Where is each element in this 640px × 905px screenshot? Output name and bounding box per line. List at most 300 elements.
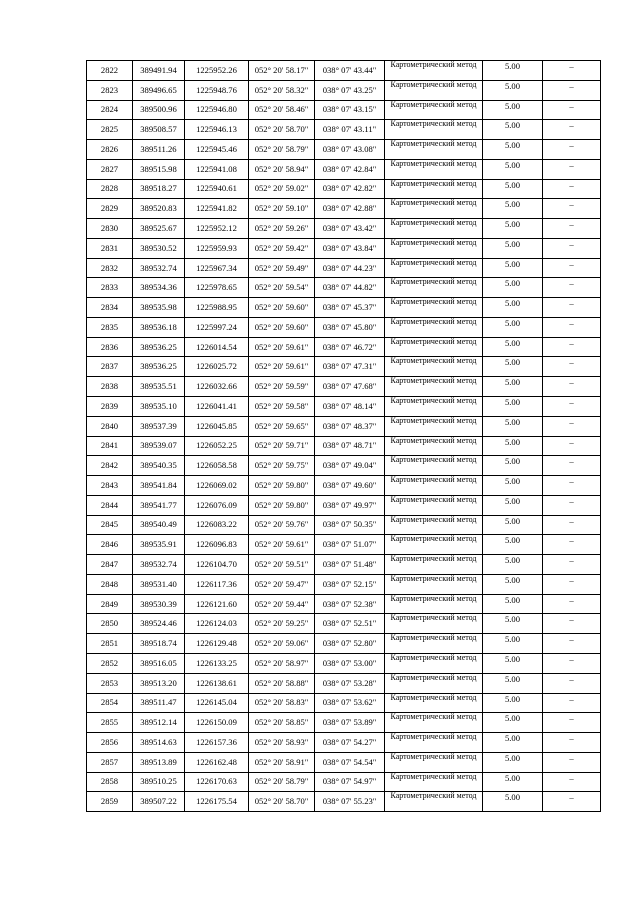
cell-longitude: 038° 07' 42.88" (315, 199, 385, 219)
cell-accuracy: 5.00 (483, 100, 543, 120)
cell-longitude: 038° 07' 48.14" (315, 397, 385, 417)
cell-point-number: 2858 (87, 772, 133, 792)
cell-method: Картометрический метод (385, 614, 483, 634)
cell-longitude: 038° 07' 52.38" (315, 594, 385, 614)
cell-point-number: 2823 (87, 80, 133, 100)
cell-accuracy: 5.00 (483, 594, 543, 614)
cell-point-number: 2855 (87, 713, 133, 733)
table-row (87, 278, 601, 298)
cell-accuracy: 5.00 (483, 713, 543, 733)
cell-longitude: 038° 07' 53.00" (315, 653, 385, 673)
cell-method: Картометрический метод (385, 752, 483, 772)
cell-x-coordinate: 389534.36 (133, 278, 185, 298)
cell-method: Картометрический метод (385, 61, 483, 81)
cell-y-coordinate: 1226121.60 (185, 594, 249, 614)
cell-point-number: 2857 (87, 752, 133, 772)
cell-note: – (543, 357, 601, 377)
cell-latitude: 052° 20' 59.51" (249, 555, 315, 575)
cell-latitude: 052° 20' 58.79" (249, 772, 315, 792)
table-row (87, 574, 601, 594)
cell-longitude: 038° 07' 43.15" (315, 100, 385, 120)
cell-longitude: 038° 07' 49.97" (315, 495, 385, 515)
cell-longitude: 038° 07' 51.48" (315, 555, 385, 575)
table-row (87, 535, 601, 555)
cell-y-coordinate: 1226096.83 (185, 535, 249, 555)
cell-x-coordinate: 389512.14 (133, 713, 185, 733)
cell-point-number: 2859 (87, 792, 133, 812)
cell-x-coordinate: 389536.25 (133, 337, 185, 357)
cell-accuracy: 5.00 (483, 258, 543, 278)
cell-note: – (543, 574, 601, 594)
cell-note: – (543, 614, 601, 634)
cell-note: – (543, 238, 601, 258)
table-row (87, 752, 601, 772)
cell-accuracy: 5.00 (483, 772, 543, 792)
cell-point-number: 2834 (87, 298, 133, 318)
cell-note: – (543, 278, 601, 298)
cell-x-coordinate: 389513.20 (133, 673, 185, 693)
cell-method: Картометрический метод (385, 476, 483, 496)
cell-note: – (543, 317, 601, 337)
cell-point-number: 2839 (87, 397, 133, 417)
cell-point-number: 2846 (87, 535, 133, 555)
cell-latitude: 052° 20' 58.17" (249, 61, 315, 81)
cell-note: – (543, 100, 601, 120)
cell-note: – (543, 120, 601, 140)
cell-point-number: 2853 (87, 673, 133, 693)
cell-accuracy: 5.00 (483, 574, 543, 594)
cell-longitude: 038° 07' 53.89" (315, 713, 385, 733)
table-row (87, 476, 601, 496)
cell-note: – (543, 594, 601, 614)
cell-method: Картометрический метод (385, 397, 483, 417)
table-row (87, 634, 601, 654)
table-row (87, 456, 601, 476)
cell-longitude: 038° 07' 52.15" (315, 574, 385, 594)
table-row (87, 416, 601, 436)
cell-latitude: 052° 20' 59.59" (249, 377, 315, 397)
cell-longitude: 038° 07' 54.27" (315, 733, 385, 753)
cell-note: – (543, 634, 601, 654)
cell-point-number: 2851 (87, 634, 133, 654)
cell-method: Картометрический метод (385, 317, 483, 337)
table-row (87, 713, 601, 733)
cell-x-coordinate: 389532.74 (133, 555, 185, 575)
cell-note: – (543, 456, 601, 476)
table-row (87, 120, 601, 140)
cell-latitude: 052° 20' 58.79" (249, 140, 315, 160)
cell-method: Картометрический метод (385, 733, 483, 753)
cell-y-coordinate: 1226032.66 (185, 377, 249, 397)
cell-point-number: 2828 (87, 179, 133, 199)
cell-y-coordinate: 1226145.04 (185, 693, 249, 713)
cell-y-coordinate: 1226162.48 (185, 752, 249, 772)
cell-latitude: 052° 20' 59.02" (249, 179, 315, 199)
cell-point-number: 2833 (87, 278, 133, 298)
cell-point-number: 2849 (87, 594, 133, 614)
cell-note: – (543, 476, 601, 496)
cell-accuracy: 5.00 (483, 733, 543, 753)
cell-latitude: 052° 20' 59.61" (249, 357, 315, 377)
cell-x-coordinate: 389516.05 (133, 653, 185, 673)
table-row (87, 317, 601, 337)
cell-latitude: 052° 20' 59.47" (249, 574, 315, 594)
cell-y-coordinate: 1226045.85 (185, 416, 249, 436)
cell-y-coordinate: 1225948.76 (185, 80, 249, 100)
cell-y-coordinate: 1225952.26 (185, 61, 249, 81)
cell-note: – (543, 535, 601, 555)
cell-x-coordinate: 389514.63 (133, 733, 185, 753)
cell-latitude: 052° 20' 59.54" (249, 278, 315, 298)
cell-accuracy: 5.00 (483, 515, 543, 535)
cell-x-coordinate: 389500.96 (133, 100, 185, 120)
cell-x-coordinate: 389535.98 (133, 298, 185, 318)
cell-accuracy: 5.00 (483, 298, 543, 318)
cell-x-coordinate: 389531.40 (133, 574, 185, 594)
table-row (87, 733, 601, 753)
cell-y-coordinate: 1226025.72 (185, 357, 249, 377)
cell-method: Картометрический метод (385, 713, 483, 733)
cell-latitude: 052° 20' 58.85" (249, 713, 315, 733)
cell-x-coordinate: 389525.67 (133, 219, 185, 239)
cell-point-number: 2824 (87, 100, 133, 120)
cell-accuracy: 5.00 (483, 792, 543, 812)
cell-method: Картометрический метод (385, 199, 483, 219)
cell-y-coordinate: 1226076.09 (185, 495, 249, 515)
cell-x-coordinate: 389540.49 (133, 515, 185, 535)
cell-y-coordinate: 1225997.24 (185, 317, 249, 337)
cell-latitude: 052° 20' 59.06" (249, 634, 315, 654)
cell-latitude: 052° 20' 59.65" (249, 416, 315, 436)
cell-method: Картометрический метод (385, 594, 483, 614)
cell-note: – (543, 140, 601, 160)
cell-method: Картометрический метод (385, 357, 483, 377)
cell-y-coordinate: 1225946.13 (185, 120, 249, 140)
cell-longitude: 038° 07' 53.28" (315, 673, 385, 693)
cell-longitude: 038° 07' 47.68" (315, 377, 385, 397)
cell-y-coordinate: 1226133.25 (185, 653, 249, 673)
table-row (87, 298, 601, 318)
table-row (87, 495, 601, 515)
cell-latitude: 052° 20' 59.60" (249, 298, 315, 318)
cell-point-number: 2822 (87, 61, 133, 81)
cell-latitude: 052° 20' 59.61" (249, 535, 315, 555)
cell-point-number: 2826 (87, 140, 133, 160)
cell-x-coordinate: 389532.74 (133, 258, 185, 278)
cell-point-number: 2850 (87, 614, 133, 634)
cell-point-number: 2854 (87, 693, 133, 713)
cell-accuracy: 5.00 (483, 397, 543, 417)
cell-y-coordinate: 1226157.36 (185, 733, 249, 753)
cell-accuracy: 5.00 (483, 317, 543, 337)
cell-y-coordinate: 1226175.54 (185, 792, 249, 812)
cell-point-number: 2825 (87, 120, 133, 140)
cell-method: Картометрический метод (385, 495, 483, 515)
cell-note: – (543, 673, 601, 693)
table-body (87, 61, 601, 812)
cell-longitude: 038° 07' 48.37" (315, 416, 385, 436)
cell-method: Картометрический метод (385, 100, 483, 120)
cell-note: – (543, 337, 601, 357)
cell-note: – (543, 416, 601, 436)
table-row (87, 199, 601, 219)
cell-x-coordinate: 389541.77 (133, 495, 185, 515)
cell-accuracy: 5.00 (483, 337, 543, 357)
cell-method: Картометрический метод (385, 515, 483, 535)
cell-point-number: 2845 (87, 515, 133, 535)
cell-latitude: 052° 20' 59.42" (249, 238, 315, 258)
cell-note: – (543, 693, 601, 713)
table-row (87, 357, 601, 377)
cell-x-coordinate: 389518.74 (133, 634, 185, 654)
table-row (87, 61, 601, 81)
cell-longitude: 038° 07' 54.97" (315, 772, 385, 792)
table-row (87, 594, 601, 614)
cell-longitude: 038° 07' 42.84" (315, 159, 385, 179)
cell-x-coordinate: 389537.39 (133, 416, 185, 436)
cell-x-coordinate: 389530.52 (133, 238, 185, 258)
cell-accuracy: 5.00 (483, 634, 543, 654)
cell-latitude: 052° 20' 58.88" (249, 673, 315, 693)
cell-accuracy: 5.00 (483, 61, 543, 81)
cell-x-coordinate: 389491.94 (133, 61, 185, 81)
cell-x-coordinate: 389524.46 (133, 614, 185, 634)
cell-method: Картометрический метод (385, 238, 483, 258)
table-row (87, 673, 601, 693)
table-row (87, 693, 601, 713)
cell-longitude: 038° 07' 47.31" (315, 357, 385, 377)
cell-note: – (543, 219, 601, 239)
cell-y-coordinate: 1226117.36 (185, 574, 249, 594)
cell-method: Картометрический метод (385, 436, 483, 456)
cell-y-coordinate: 1225952.12 (185, 219, 249, 239)
cell-accuracy: 5.00 (483, 120, 543, 140)
cell-point-number: 2856 (87, 733, 133, 753)
cell-longitude: 038° 07' 45.80" (315, 317, 385, 337)
cell-x-coordinate: 389535.51 (133, 377, 185, 397)
cell-method: Картометрический метод (385, 80, 483, 100)
cell-y-coordinate: 1226041.41 (185, 397, 249, 417)
cell-longitude: 038° 07' 45.37" (315, 298, 385, 318)
table-row (87, 515, 601, 535)
cell-y-coordinate: 1225946.80 (185, 100, 249, 120)
cell-accuracy: 5.00 (483, 219, 543, 239)
cell-y-coordinate: 1225941.08 (185, 159, 249, 179)
cell-x-coordinate: 389518.27 (133, 179, 185, 199)
cell-latitude: 052° 20' 58.91" (249, 752, 315, 772)
cell-accuracy: 5.00 (483, 80, 543, 100)
cell-accuracy: 5.00 (483, 436, 543, 456)
table-row (87, 258, 601, 278)
cell-point-number: 2847 (87, 555, 133, 575)
cell-accuracy: 5.00 (483, 693, 543, 713)
cell-latitude: 052° 20' 58.32" (249, 80, 315, 100)
cell-note: – (543, 397, 601, 417)
cell-note: – (543, 80, 601, 100)
cell-latitude: 052° 20' 58.83" (249, 693, 315, 713)
cell-point-number: 2842 (87, 456, 133, 476)
cell-longitude: 038° 07' 42.82" (315, 179, 385, 199)
cell-accuracy: 5.00 (483, 752, 543, 772)
cell-method: Картометрический метод (385, 673, 483, 693)
cell-accuracy: 5.00 (483, 476, 543, 496)
cell-method: Картометрический метод (385, 298, 483, 318)
table-row (87, 238, 601, 258)
table-row (87, 179, 601, 199)
cell-note: – (543, 61, 601, 81)
table-row (87, 614, 601, 634)
cell-point-number: 2831 (87, 238, 133, 258)
cell-accuracy: 5.00 (483, 159, 543, 179)
cell-y-coordinate: 1226129.48 (185, 634, 249, 654)
coordinates-table (86, 60, 601, 812)
cell-note: – (543, 199, 601, 219)
cell-latitude: 052° 20' 59.76" (249, 515, 315, 535)
cell-point-number: 2840 (87, 416, 133, 436)
cell-method: Картометрический метод (385, 278, 483, 298)
cell-note: – (543, 258, 601, 278)
cell-x-coordinate: 389511.47 (133, 693, 185, 713)
cell-point-number: 2827 (87, 159, 133, 179)
cell-point-number: 2852 (87, 653, 133, 673)
cell-accuracy: 5.00 (483, 357, 543, 377)
cell-latitude: 052° 20' 59.61" (249, 337, 315, 357)
cell-method: Картометрический метод (385, 535, 483, 555)
cell-x-coordinate: 389507.22 (133, 792, 185, 812)
cell-longitude: 038° 07' 49.60" (315, 476, 385, 496)
cell-method: Картометрический метод (385, 120, 483, 140)
cell-latitude: 052° 20' 58.94" (249, 159, 315, 179)
cell-latitude: 052° 20' 59.71" (249, 436, 315, 456)
cell-longitude: 038° 07' 43.84" (315, 238, 385, 258)
cell-y-coordinate: 1225978.65 (185, 278, 249, 298)
cell-x-coordinate: 389539.07 (133, 436, 185, 456)
cell-x-coordinate: 389535.91 (133, 535, 185, 555)
cell-method: Картометрический метод (385, 693, 483, 713)
table-row (87, 337, 601, 357)
cell-x-coordinate: 389520.83 (133, 199, 185, 219)
table-row (87, 100, 601, 120)
cell-note: – (543, 436, 601, 456)
cell-method: Картометрический метод (385, 179, 483, 199)
cell-latitude: 052° 20' 59.75" (249, 456, 315, 476)
cell-accuracy: 5.00 (483, 278, 543, 298)
cell-longitude: 038° 07' 49.04" (315, 456, 385, 476)
cell-method: Картометрический метод (385, 140, 483, 160)
cell-accuracy: 5.00 (483, 199, 543, 219)
cell-latitude: 052° 20' 59.80" (249, 476, 315, 496)
cell-longitude: 038° 07' 50.35" (315, 515, 385, 535)
cell-note: – (543, 772, 601, 792)
cell-note: – (543, 733, 601, 753)
cell-longitude: 038° 07' 52.80" (315, 634, 385, 654)
cell-method: Картометрический метод (385, 258, 483, 278)
cell-longitude: 038° 07' 44.82" (315, 278, 385, 298)
cell-latitude: 052° 20' 58.70" (249, 120, 315, 140)
cell-note: – (543, 495, 601, 515)
cell-point-number: 2829 (87, 199, 133, 219)
cell-y-coordinate: 1226124.03 (185, 614, 249, 634)
cell-x-coordinate: 389511.26 (133, 140, 185, 160)
cell-x-coordinate: 389513.89 (133, 752, 185, 772)
cell-y-coordinate: 1225941.82 (185, 199, 249, 219)
cell-longitude: 038° 07' 48.71" (315, 436, 385, 456)
cell-y-coordinate: 1226104.70 (185, 555, 249, 575)
cell-method: Картометрический метод (385, 555, 483, 575)
table-row (87, 377, 601, 397)
cell-latitude: 052° 20' 58.46" (249, 100, 315, 120)
cell-note: – (543, 713, 601, 733)
cell-method: Картометрический метод (385, 456, 483, 476)
cell-longitude: 038° 07' 51.07" (315, 535, 385, 555)
cell-point-number: 2841 (87, 436, 133, 456)
cell-point-number: 2838 (87, 377, 133, 397)
cell-point-number: 2837 (87, 357, 133, 377)
cell-method: Картометрический метод (385, 219, 483, 239)
cell-note: – (543, 159, 601, 179)
cell-method: Картометрический метод (385, 337, 483, 357)
cell-x-coordinate: 389530.39 (133, 594, 185, 614)
table-row (87, 555, 601, 575)
cell-longitude: 038° 07' 43.42" (315, 219, 385, 239)
cell-point-number: 2835 (87, 317, 133, 337)
cell-point-number: 2843 (87, 476, 133, 496)
cell-longitude: 038° 07' 44.23" (315, 258, 385, 278)
cell-y-coordinate: 1226083.22 (185, 515, 249, 535)
cell-longitude: 038° 07' 55.23" (315, 792, 385, 812)
cell-longitude: 038° 07' 46.72" (315, 337, 385, 357)
cell-y-coordinate: 1226069.02 (185, 476, 249, 496)
cell-y-coordinate: 1225988.95 (185, 298, 249, 318)
cell-y-coordinate: 1225945.46 (185, 140, 249, 160)
cell-latitude: 052° 20' 59.80" (249, 495, 315, 515)
cell-note: – (543, 377, 601, 397)
cell-note: – (543, 653, 601, 673)
cell-latitude: 052° 20' 59.60" (249, 317, 315, 337)
cell-accuracy: 5.00 (483, 179, 543, 199)
cell-longitude: 038° 07' 54.54" (315, 752, 385, 772)
cell-x-coordinate: 389496.65 (133, 80, 185, 100)
cell-accuracy: 5.00 (483, 140, 543, 160)
cell-note: – (543, 555, 601, 575)
cell-method: Картометрический метод (385, 772, 483, 792)
cell-latitude: 052° 20' 58.97" (249, 653, 315, 673)
table-row (87, 772, 601, 792)
cell-latitude: 052° 20' 58.93" (249, 733, 315, 753)
cell-accuracy: 5.00 (483, 495, 543, 515)
cell-method: Картометрический метод (385, 416, 483, 436)
cell-x-coordinate: 389508.57 (133, 120, 185, 140)
cell-latitude: 052° 20' 59.10" (249, 199, 315, 219)
cell-y-coordinate: 1225959.93 (185, 238, 249, 258)
cell-y-coordinate: 1226138.61 (185, 673, 249, 693)
cell-method: Картометрический метод (385, 574, 483, 594)
cell-y-coordinate: 1226150.09 (185, 713, 249, 733)
cell-latitude: 052° 20' 58.70" (249, 792, 315, 812)
table-row (87, 436, 601, 456)
cell-method: Картометрический метод (385, 792, 483, 812)
cell-longitude: 038° 07' 53.62" (315, 693, 385, 713)
cell-note: – (543, 515, 601, 535)
cell-x-coordinate: 389536.25 (133, 357, 185, 377)
cell-method: Картометрический метод (385, 653, 483, 673)
cell-x-coordinate: 389536.18 (133, 317, 185, 337)
cell-x-coordinate: 389510.25 (133, 772, 185, 792)
table-row (87, 159, 601, 179)
cell-accuracy: 5.00 (483, 555, 543, 575)
cell-x-coordinate: 389535.10 (133, 397, 185, 417)
table-row (87, 219, 601, 239)
